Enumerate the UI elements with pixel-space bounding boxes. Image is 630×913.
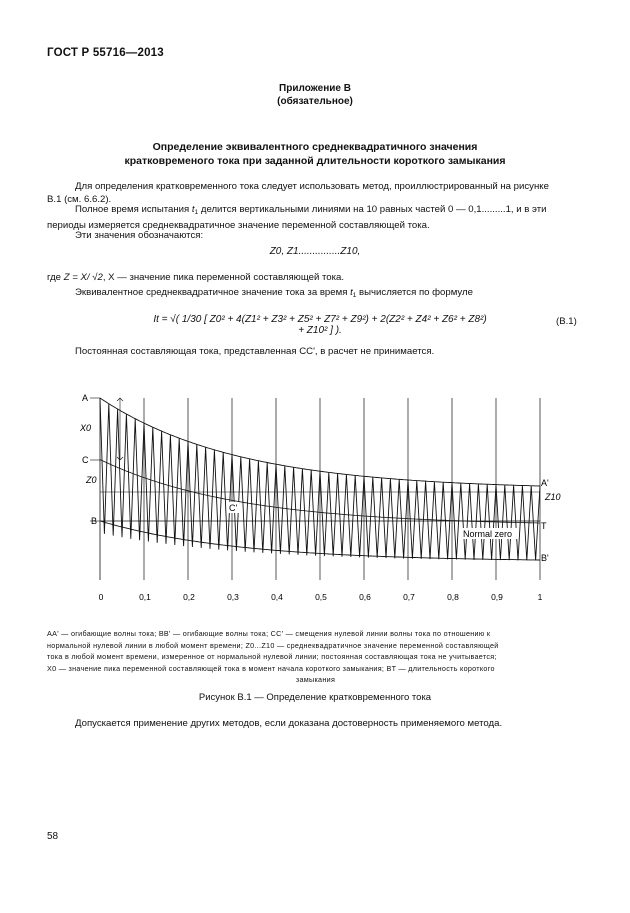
label-b: B xyxy=(91,516,98,526)
tick-6: 0,6 xyxy=(359,592,371,602)
paragraph-3-text: Эти значения обозначаются: xyxy=(75,230,204,241)
tick-1: 0,1 xyxy=(139,592,151,602)
label-a: A xyxy=(82,393,89,403)
page-number: 58 xyxy=(47,831,59,842)
label-normal-zero: Normal zero xyxy=(463,529,513,539)
paragraph-1-line1: Для определения кратковременного тока следует использовать метод, проиллюстрированный на рисунке xyxy=(75,181,549,192)
paragraph-2-line2: периоды измеряется среднеквадратичное значение переменной составляющей тока. xyxy=(47,220,430,232)
legend-line4: X0 — значение пика переменной составляющей тока в момент начала короткого замыкания; BT — длительность короткого xyxy=(47,663,495,673)
label-b-prime: B' xyxy=(541,553,549,563)
x-axis-ticks xyxy=(99,592,543,602)
label-a-prime: A' xyxy=(541,478,549,488)
document-header: ГОСТ Р 55716—2013 xyxy=(47,47,164,59)
tick-3: 0,3 xyxy=(227,592,239,602)
series-formula-text: Z0, Z1...............Z10, xyxy=(269,246,361,257)
tick-9: 0,9 xyxy=(491,592,503,602)
paragraph-6 xyxy=(47,717,584,730)
label-t: T xyxy=(541,521,547,531)
p2-var-sub: 1 xyxy=(194,209,199,216)
x0-arrow-top xyxy=(117,398,120,401)
label-c: C xyxy=(82,455,89,465)
paragraph-4-line xyxy=(47,286,584,302)
where-line xyxy=(47,271,584,284)
paragraph-6-text: Допускается применение других методов, если доказана достоверность применяемого метода. xyxy=(75,718,503,729)
p4-var: t xyxy=(350,287,353,298)
where-suffix: , X — значение пика переменной составляющей тока. xyxy=(102,272,345,283)
paragraph-2-line1 xyxy=(47,203,584,219)
main-formula-text: It = √( 1/30 [ Z0² + 4(Z1² + Z3² + Z5² + Z7² + Z9²) + 2(Z2² + Z4² + Z6² + Z8²) + Z10² ] ). xyxy=(153,314,487,336)
where-formula: Z = X/ √2 xyxy=(63,272,103,283)
tick-7: 0,7 xyxy=(403,592,415,602)
tick-4: 0,4 xyxy=(271,592,283,602)
label-x0: X0 xyxy=(80,423,92,433)
section-title xyxy=(0,140,630,168)
tick-0: 0 xyxy=(98,592,104,602)
figure-legend xyxy=(47,628,584,686)
legend-line3: тока в любой момент времени, измеренное от нормальной нулевой линии; постоянная составляющая тока не учитывается; xyxy=(47,652,497,662)
annex-heading xyxy=(0,82,630,108)
p4-suffix: вычисляется по формуле xyxy=(359,287,473,298)
p2-var: t xyxy=(191,204,195,215)
section-title-line2: кратковременого тока при заданной длительности короткого замыкания xyxy=(124,155,506,167)
label-z0: Z0 xyxy=(86,475,97,485)
p2-prefix: Полное время испытания xyxy=(75,204,190,215)
label-c-prime: C' xyxy=(229,503,238,513)
paragraph-1-line2: В.1 (см. 6.6.2). xyxy=(47,194,112,206)
tick-10: 1 xyxy=(537,592,543,602)
p4-var-sub: 1 xyxy=(352,292,357,299)
legend-line2: нормальной нулевой линии в любой момент времени; Z0...Z10 — среднеквадратичное значение переменной составляющей xyxy=(47,640,499,650)
legend-line5: замыкания xyxy=(295,675,336,685)
legend-line1: AA' — огибающие волны тока; BB' — огибающие волны тока; CC' — смещения нулевой линии волны тока по отношению к xyxy=(47,629,491,638)
tick-5: 0,5 xyxy=(315,592,327,602)
series-formula xyxy=(0,246,630,257)
tick-2: 0,2 xyxy=(183,592,195,602)
paragraph-5-text: Постоянная составляющая тока, представленная CC', в расчет не принимается. xyxy=(75,346,435,357)
x0-arrow-bottom-2 xyxy=(120,457,123,460)
paragraph-4 xyxy=(47,286,584,302)
annex-status: (обязательное) xyxy=(277,96,353,107)
figure-caption: Рисунок В.1 — Определение кратковременного тока xyxy=(198,692,432,703)
label-z10: Z10 xyxy=(545,492,561,502)
figure-b1 xyxy=(0,385,630,610)
x0-arrow-top-2 xyxy=(120,398,123,401)
main-formula xyxy=(150,314,490,336)
equation-number: (В.1) xyxy=(556,316,577,327)
tick-8: 0,8 xyxy=(447,592,459,602)
section-title-line1: Определение эквивалентного среднеквадратичного значения xyxy=(152,141,478,153)
paragraph-2 xyxy=(47,203,584,232)
p4-prefix: Эквивалентное среднеквадратичное значение тока за время xyxy=(75,287,348,298)
where-prefix: где xyxy=(47,272,62,283)
p2-suffix: делится вертикальными линиями на 10 равных частей 0 — 0,1.........1, и в эти xyxy=(200,204,547,215)
paragraph-5 xyxy=(47,345,584,358)
annex-title: Приложение В xyxy=(279,83,351,94)
paragraph-3 xyxy=(47,229,584,242)
